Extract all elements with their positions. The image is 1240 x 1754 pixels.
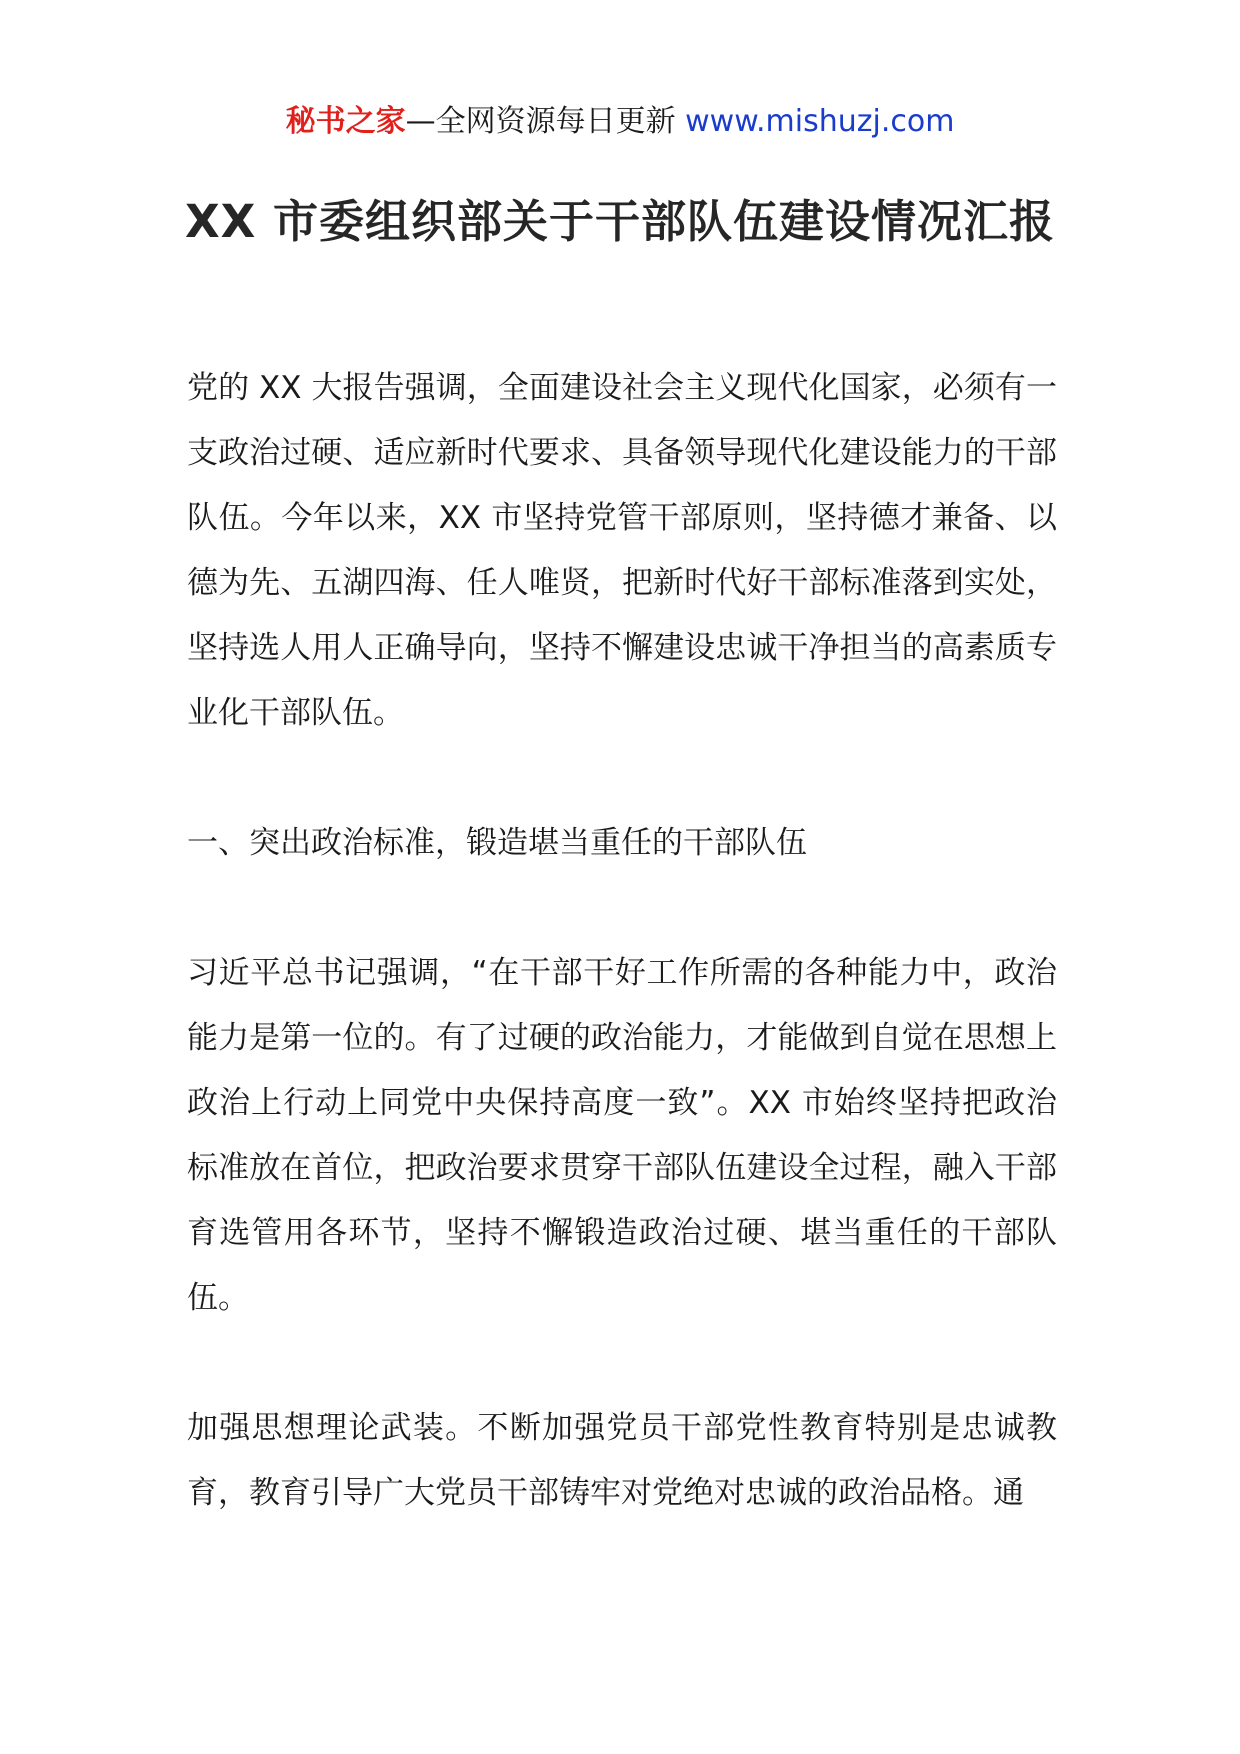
body-paragraph: 习近平总书记强调，“在干部干好工作所需的各种能力中，政治能力是第一位的。有了过硬的政治能力，才能做到自觉在思想上政治上行动上同党中央保持高度一致”。XX 市始终坚持把政治标准放在首位，把政治要求贯穿干部队伍建设全过程，融入干部育选管用各环节，坚持不懈锻造政治过硬、堪当重任的干部队伍。 bbox=[187, 955, 1057, 1316]
body-paragraph: 加强思想理论武装。不断加强党员干部党性教育特别是忠诚教育，教育引导广大党员干部铸牢对党绝对忠诚的政治品格。通 bbox=[187, 1410, 1057, 1511]
paragraph-gap bbox=[187, 746, 1057, 811]
site-url-link[interactable]: www.mishuzj.com bbox=[685, 104, 955, 139]
site-header bbox=[0, 100, 1240, 144]
brand-name: 秘书之家 bbox=[285, 104, 406, 139]
paragraph-gap bbox=[187, 1331, 1057, 1396]
section-heading: 一、突出政治标准，锻造堪当重任的干部队伍 bbox=[187, 825, 807, 861]
document-body bbox=[187, 356, 1057, 1526]
header-tagline: —全网资源每日更新 bbox=[405, 104, 686, 139]
intro-paragraph: 党的 XX 大报告强调，全面建设社会主义现代化国家，必须有一支政治过硬、适应新时代要求、具备领导现代化建设能力的干部队伍。今年以来，XX 市坚持党管干部原则，坚持德才兼备、以德为先、五湖四海、任人唯贤，把新时代好干部标准落到实处，坚持选人用人正确导向，坚持不懈建设忠诚干净担当的高素质专业化干部队伍。 bbox=[187, 370, 1057, 731]
document-title: XX 市委组织部关于干部队伍建设情况汇报 bbox=[184, 195, 1056, 248]
paragraph-gap bbox=[187, 876, 1057, 941]
